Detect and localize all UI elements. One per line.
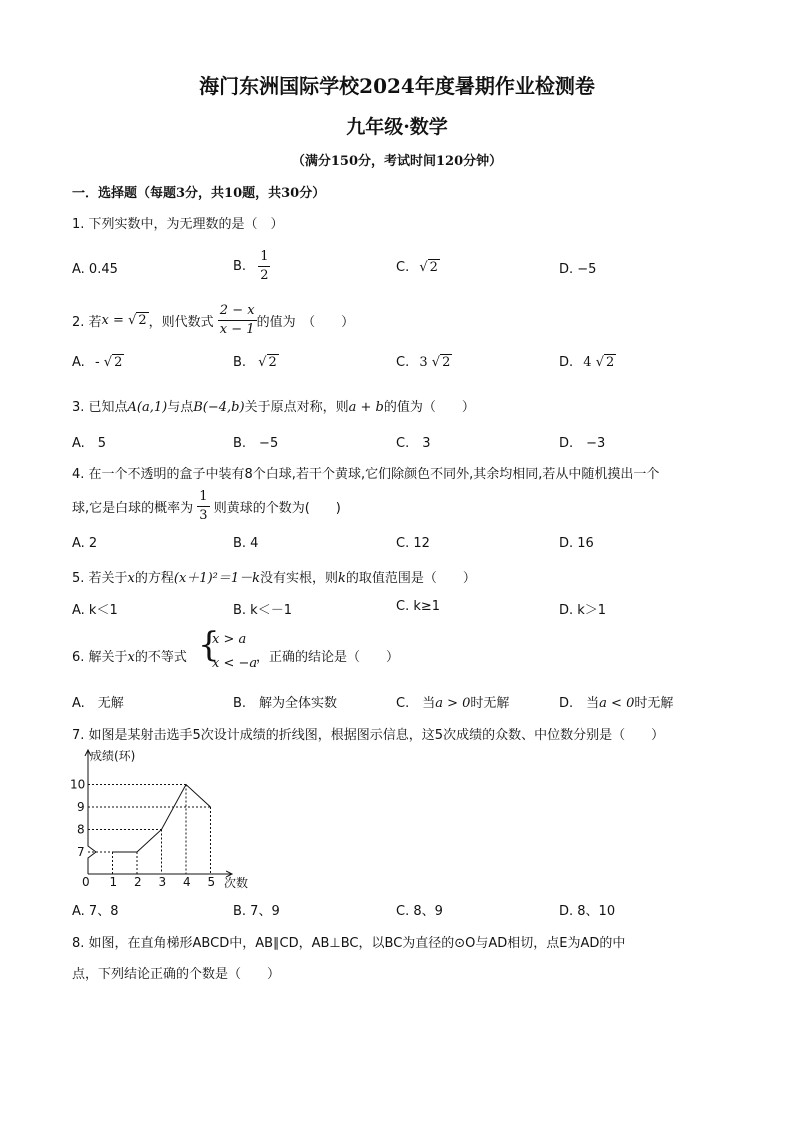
q2-c-radicand: 2 [442,355,451,370]
q6-c-cond: a > 0 [435,696,471,711]
q4-option-b: B. 4 [233,536,259,551]
q4-option-a: A. 2 [72,536,98,551]
q6-d-pre: D. 当 [559,696,600,711]
q5-mid: 的方程 [134,571,174,586]
q6-c-post: 时无解 [470,696,510,711]
q3-option-b: B. −5 [233,436,279,451]
x-tick-label: 4 [183,875,191,889]
q4-line1: 4. 在一个不透明的盒子中装有8个白球,若干个黄球,它们除颜色不同外,其余均相同,若从中随机摸出一个 [72,467,660,482]
x-axis-label: 次数 [224,876,249,890]
q6-option-a: A. 无解 [72,696,124,711]
section-heading: 一．选择题（每题3分，共10题，共30分） [72,186,326,201]
q5-equation: (x＋1)²＝1－k [173,571,261,586]
y-tick-label: 9 [77,800,85,814]
q6-ineq2: x < −a [212,656,258,671]
q7-option-d: D. 8、10 [559,904,616,919]
y-tick-label: 7 [77,845,85,859]
q2-option-a-sign: - [94,355,100,370]
q2-mid: ，则代数式 [148,315,214,330]
q6-c-pre: C. 当 [396,696,436,711]
y-tick-label: 8 [77,822,85,837]
y-axis-label: 成绩(环) [90,749,136,763]
q2-option-d [559,355,616,370]
q3-option-d: D. −3 [559,436,606,451]
guide-lines [88,785,211,875]
q3-stem [72,396,475,415]
system-brace: { [198,625,220,665]
q6-post: ，正确的结论是（ ） [256,650,400,665]
q2-c-coef: 3 [419,355,428,370]
q1-option-b-label: B. [233,259,247,274]
q2-option-b-label: B. [233,355,247,370]
q6-option-d [559,692,673,711]
q4-fraction-den: 3 [199,508,208,523]
q5-option-a: A. k＜1 [72,603,118,618]
q1-stem: 1. 下列实数中，为无理数的是（ ） [72,217,284,232]
q2-pre: 2. 若 [72,315,102,330]
q5-mid2: 没有实根，则 [260,571,339,586]
q4-line2 [72,488,341,525]
q5-option-b: B. k＜－1 [233,603,292,618]
exam-note: （满分150分，考试时间120分钟） [291,154,503,169]
q7-option-c: C. 8、9 [396,904,443,919]
q2-post: 的值为 （ ） [256,315,355,330]
q2-b-radicand: 2 [268,355,277,370]
y-tick-label: 10 [70,777,86,792]
q5-stem [72,567,476,586]
q2-fraction-num: 2 − x [218,302,257,321]
q6-pre: 6. 解关于 [72,650,128,665]
q6-option-c [396,692,509,711]
tick-labels [70,778,215,890]
exam-subtitle: 九年级·数学 [346,116,448,138]
q2-option-d-label: D. [559,355,574,370]
q4-pre: 球,它是白球的概率为 [72,501,194,516]
q6-d-cond: a < 0 [599,696,635,711]
q4-fraction [197,488,209,525]
x-tick-label: 1 [109,875,118,889]
sqrt-symbol: √ 2 [258,355,277,370]
sqrt-symbol: √ 2 [431,355,451,370]
q5-option-c: C. k≥1 [396,599,441,614]
q8-line2: 点，下列结论正确的个数是（ ） [72,967,281,982]
q2-option-c [396,355,452,370]
q4-post: 则黄球的个数为( ) [213,501,341,516]
q1-option-a: A. 0.45 [72,262,118,277]
sqrt-symbol: √ 2 [103,355,123,370]
q3-expr: a + b [348,400,384,415]
q5-pre: 5. 若关于 [72,571,128,586]
q3-point-b: B(−4,b) [193,400,245,415]
q2-stem [72,302,354,339]
q3-mid1: 与点 [167,400,194,415]
q5-var-x: x [127,571,135,586]
x-tick-label: 0 [82,875,90,889]
q5-post: 的取值范围是（ ） [345,571,476,586]
q1-option-c [396,260,440,275]
q2-fraction-den: x − 1 [219,322,255,337]
q1-fraction-num: 1 [258,248,270,267]
sqrt-symbol: √ 2 [128,313,147,328]
q2-fraction [218,302,257,339]
q2-option-c-label: C. [396,355,410,370]
y-axis [88,750,96,874]
exam-title: 海门东洲国际学校2024年度暑期作业检测卷 [199,74,595,98]
q1-option-b [233,248,270,285]
q3-option-c: C. 3 [396,436,431,451]
q3-option-a: A. 5 [72,436,107,451]
q2-option-a [72,355,124,370]
q2-var-x: x [101,313,109,328]
q4-option-c: C. 12 [396,536,430,551]
q1-option-c-label: C. [396,260,410,275]
q7-option-b: B. 7、9 [233,904,280,919]
q1-option-d: D. −5 [559,262,597,277]
sqrt-symbol: √ 2 [419,260,438,275]
q2-radicand: 2 [138,313,147,328]
q7-option-a: A. 7、8 [72,904,119,919]
x-tick-label: 2 [134,875,142,889]
q2-option-a-label: A. [72,355,85,370]
q6-ineq1: x > a [212,632,247,647]
q6-d-post: 时无解 [634,696,674,711]
q6-option-b: B. 解为全体实数 [233,696,338,711]
q1-c-radicand: 2 [429,260,438,275]
q2-a-radicand: 2 [114,355,123,370]
q6-mid: 的不等式 [134,650,187,665]
x-tick-label: 3 [158,875,167,889]
q1-fraction-den: 2 [260,268,269,283]
q4-option-d: D. 16 [559,536,594,551]
q2-d-coef: 4 [583,355,592,370]
q5-option-d: D. k＞1 [559,603,607,618]
q2-eq: = [108,313,129,328]
q6-stem-pre [72,646,187,665]
x-tick-label: 5 [207,875,216,889]
q3-post: 的值为（ ） [383,400,475,415]
sqrt-symbol: √ 2 [595,355,615,370]
q3-pre: 3. 已知点 [72,400,128,415]
q7-stem: 7. 如图是某射击选手5次设计成绩的折线图，根据图示信息，这5次成绩的众数、中位数分别是（ ） [72,728,665,743]
q8-line1: 8. 如图，在直角梯形ABCD中，AB∥CD，AB⊥BC，以BC为直径的⊙O与AD相切，点E为AD的中 [72,936,626,951]
q1-fraction [258,248,270,285]
q3-mid2: 关于原点对称，则 [244,400,349,415]
q6-var-x: x [127,650,135,665]
q3-point-a: A(a,1) [127,400,168,415]
q5-var-k: k [338,571,346,586]
q4-fraction-num: 1 [197,488,209,507]
q2-d-radicand: 2 [606,355,615,370]
q2-option-b [233,355,279,370]
line-chart [60,744,260,894]
